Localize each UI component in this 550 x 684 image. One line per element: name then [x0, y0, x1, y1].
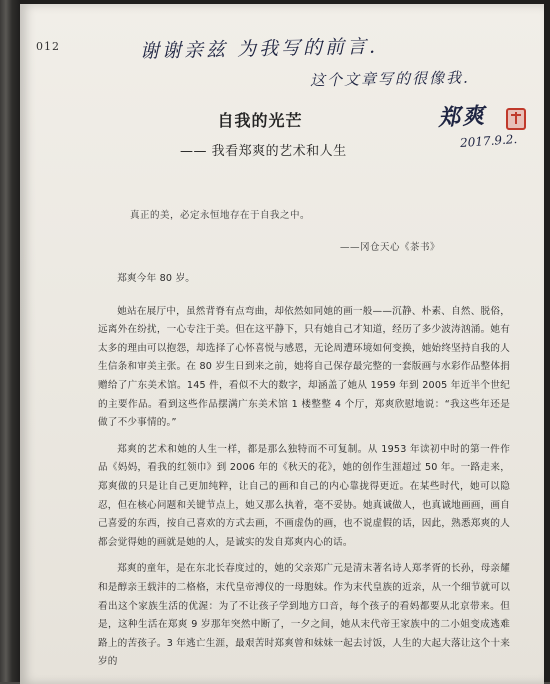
epigraph-text: 真正的美，必定永恒地存在于自我之中。 [130, 210, 311, 221]
epigraph-attribution: ——冈仓天心《茶书》 [340, 242, 441, 253]
body-text [98, 270, 510, 680]
handwritten-signature: 郑爽 [437, 102, 487, 132]
handwritten-note-line-1: 谢谢亲兹 为我写的前言. [139, 35, 379, 63]
handwritten-date: 2017.9.2. [459, 132, 518, 150]
chapter-subtitle: —— 我看郑爽的艺术和人生 [180, 144, 347, 159]
page-number: 012 [36, 40, 60, 53]
paragraph: 郑爽的童年，是在东北长春度过的，她的父亲郑广元是清末著名诗人郑孝胥的长孙，母亲耀和是醇亲王载沣的二格格，末代皇帝溥仪的一母胞妹。作为末代皇族的近亲，从一个细节就可以看出这个家族生活的优渥：为了不让孩子学到地方口音，每个孩子的看妈都要从北京带来。但是，这种生活在郑爽 9 岁那年突然中断了，一夕之间，她从末代帝王家族中的二小姐变成逃难路上的苦孩子。3 年逃亡生涯，最艰苦时郑爽曾和妹妹一起去讨饭，人生的大起大落让这个十来岁的 [98, 563, 510, 668]
paragraph: 郑爽今年 80 岁。 [117, 273, 196, 284]
handwritten-note-line-2: 这个文章写的很像我. [309, 68, 470, 90]
red-seal-stamp [506, 108, 526, 130]
paragraph: 她站在展厅中，虽然背脊有点弯曲，却依然如同她的画一般——沉静、朴素、自然、脱俗，远离外在纷扰，一心专注于美。但在这平静下，只有她自己才知道，经历了多少波涛汹涌。她有太多的理由可以抱怨，却选择了心怀喜悦与感恩，无论周遭环境如何变换，她始终坚持自我的人生信条和审美主张。在 80 岁生日到来之前，她将自己保存最完整的一套版画与水彩作品整体捐赠给了广东美术馆。145 件，看似不大的数字，却涵盖了她从 1959 年到 2005 年近半个世纪的主要作品。看到这些作品摆满广东美术馆 1 楼整整 4 个厅，郑爽欣慰地说：“我这些年还是做了不少事情的。” [98, 305, 510, 429]
book-page [20, 4, 544, 684]
chapter-title: 自我的光芒 [217, 111, 303, 130]
paragraph: 郑爽的艺术和她的人生一样，都是那么独特而不可复制。从 1953 年读初中时的第一件作品《妈妈，看我的红领巾》到 2006 年的《秋天的花》，她的创作生涯超过 50 年。一路走来，郑爽做的只是让自己更加纯粹，让自己的画和自己的内心靠拢得更近。在某些时代，她可以隐忍，但在核心问题和关键节点上，她又那么执着，毫不妥协。她真诚做人，也真诚地画画，画自己喜爱的东西，按自己喜欢的方式去画，不画虚伪的画，也不说虚假的话，因此，熟悉郑爽的人都会觉得她的画就是她的人，是诚实的发自郑爽内心的话。 [98, 443, 510, 548]
